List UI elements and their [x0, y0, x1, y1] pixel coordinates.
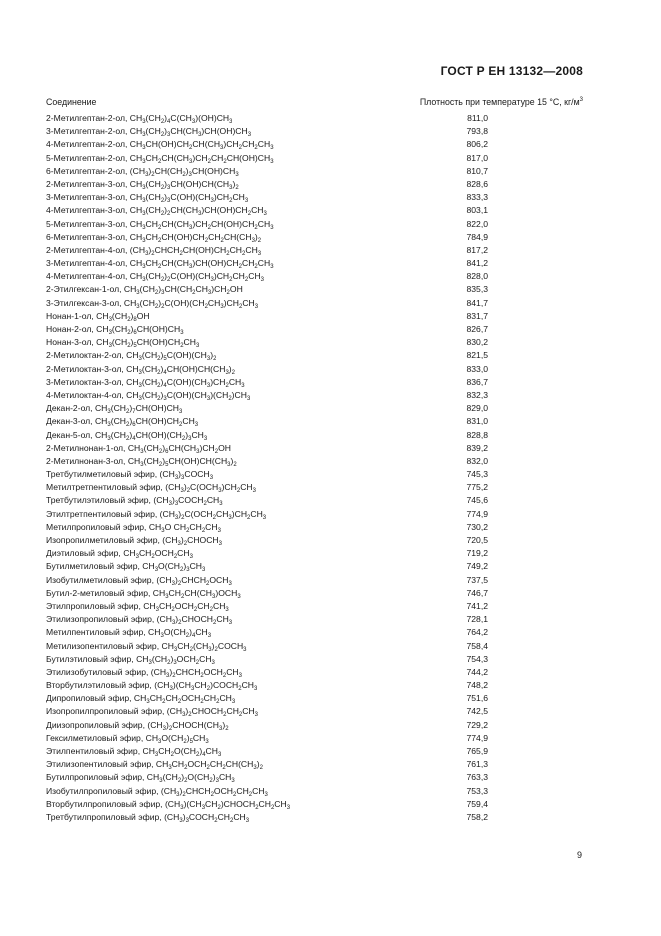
- compound-formula: $CH_3(CH_2)_7CH(OH)CH_3$: [94, 403, 183, 415]
- compound-formula: $CH_3O$ $CH_2CH_2CH_3$: [148, 521, 221, 533]
- column-header-compound: Соединение: [46, 97, 97, 107]
- compound-name: 2-Метилоктан-2-ол,: [46, 350, 127, 361]
- table-row: [46, 403, 488, 416]
- compound-cell: [46, 456, 237, 467]
- density-value: 774,9: [466, 732, 488, 743]
- table-row: [46, 746, 488, 759]
- compound-cell: [46, 258, 274, 269]
- compound-cell: [46, 271, 264, 282]
- table-row: [46, 733, 488, 746]
- compound-name: Этилизопентиловый эфир,: [46, 759, 156, 770]
- density-value: 829,0: [466, 403, 488, 414]
- density-value: 839,2: [466, 442, 488, 453]
- compound-cell: [46, 403, 182, 414]
- compound-formula: $CH_3(CH_2)_2O(CH_2)_3CH_3$: [146, 772, 235, 784]
- table-row: [46, 469, 488, 482]
- table-row: [46, 443, 488, 456]
- density-value: 803,1: [466, 205, 488, 216]
- compound-name: 4-Метилгептан-4-ол,: [46, 271, 130, 282]
- compound-cell: [46, 654, 215, 665]
- density-value: 759,4: [466, 798, 488, 809]
- compound-cell: [46, 495, 223, 506]
- compound-formula: $CH_3(CH_2)_8OH$: [96, 310, 150, 322]
- table-row: [46, 284, 488, 297]
- density-value: 748,2: [466, 680, 488, 691]
- table-row: [46, 258, 488, 271]
- compound-formula: $CH_3(CH_2)_3C(OH)(CH_3)(CH_2)CH_3$: [126, 389, 251, 401]
- compound-formula: $CH_3(CH_2)_5CH(OH)CH_2CH_3$: [96, 337, 200, 349]
- table-row: [46, 153, 488, 166]
- compound-formula: $CH_3(CH_2)_4CH(OH)CH(CH_3)_2$: [126, 363, 236, 375]
- compound-cell: [46, 627, 211, 638]
- density-value: 761,3: [466, 759, 488, 770]
- table-row: [46, 548, 488, 561]
- table-row: [46, 232, 488, 245]
- density-value: 833,0: [466, 363, 488, 374]
- density-value: 754,3: [466, 653, 488, 664]
- compound-cell: [46, 482, 256, 493]
- density-value: 737,5: [466, 574, 488, 585]
- compound-name: Декан-5-ол,: [46, 429, 95, 440]
- compound-cell: [46, 733, 209, 744]
- compound-formula: $(CH_3)_2CHCH_2CH(OH)CH_2CH_2CH_3$: [129, 244, 262, 256]
- compound-formula: $CH_3O(CH_2)_4CH_3$: [148, 627, 212, 639]
- compound-formula: $CH_3CH(OH)CH_2CH(CH_3)CH_2CH_2CH_3$: [129, 139, 274, 151]
- compound-cell: [46, 561, 205, 572]
- compound-formula: $CH_3CH_2CH(CH_3)CH(OH)CH_2CH_2CH_3$: [129, 258, 274, 270]
- compound-cell: [46, 509, 266, 520]
- compound-cell: [46, 153, 274, 164]
- table-row: [46, 812, 488, 825]
- table-row: [46, 720, 488, 733]
- compound-name: Метилпентиловый эфир,: [46, 627, 149, 638]
- compound-name: Бутилэтиловый эфир,: [46, 653, 137, 664]
- table-row: [46, 654, 488, 667]
- density-value: 836,7: [466, 376, 488, 387]
- table-row: [46, 667, 488, 680]
- table-row: [46, 614, 488, 627]
- table-row: [46, 786, 488, 799]
- density-value: 746,7: [466, 587, 488, 598]
- table-row: [46, 324, 488, 337]
- compound-cell: [46, 799, 290, 810]
- table-row: [46, 772, 488, 785]
- compound-cell: [46, 772, 235, 783]
- table-row: [46, 377, 488, 390]
- compound-formula: $CH_3O(CH_2)_3CH_3$: [142, 561, 206, 573]
- compound-name: Бутил-2-метиловый эфир,: [46, 587, 153, 598]
- compound-formula: $CH_3CH_2CH(CH_3)CH_2CH(OH)CH_2CH_3$: [129, 218, 274, 230]
- compound-formula: $CH_3CH_2OCH_2CH_2CH_3$: [143, 600, 229, 612]
- density-value: 741,2: [466, 600, 488, 611]
- table-row: [46, 799, 488, 812]
- compound-cell: [46, 324, 184, 335]
- compound-name: 5-Метилгептан-2-ол,: [46, 152, 130, 163]
- table-row: [46, 509, 488, 522]
- density-value: 833,3: [466, 192, 488, 203]
- compound-cell: [46, 443, 231, 454]
- compound-formula: $CH_3(CH_2)_2C(OH)(CH_2CH_3)CH_2CH_3$: [123, 297, 259, 309]
- compound-name: Диэтиловый эфир,: [46, 548, 124, 559]
- compound-cell: [46, 575, 232, 586]
- compound-formula: $(CH_3)_3COCH_3$: [159, 469, 214, 481]
- compound-formula: $CH_3(CH_2)_6CH(OH)CH_3$: [96, 324, 184, 335]
- compound-name: Декан-2-ол,: [46, 403, 95, 414]
- density-value: 841,2: [466, 258, 488, 269]
- compound-formula: $(CH_3)_3COCH_2CH_2CH_3$: [164, 811, 250, 823]
- compound-formula: $CH_3CH_2OCH_2CH_3$: [123, 548, 193, 560]
- compound-formula: $CH_3(CH_2)_3CH(CH_3)CH(OH)CH_3$: [129, 126, 252, 138]
- compound-name: Бутилпропиловый эфир,: [46, 772, 147, 783]
- compound-formula: $CH_3(CH_2)_2CH(CH_3)CH(OH)CH_2CH_3$: [129, 205, 267, 217]
- compound-formula: $(CH_3)_2CHOCH_2CH_2CH_3$: [166, 706, 259, 718]
- table-row: [46, 271, 488, 284]
- density-value: 832,0: [466, 455, 488, 466]
- compound-cell: [46, 641, 247, 652]
- table-row: [46, 126, 488, 139]
- density-value: 730,2: [466, 521, 488, 532]
- table-row: [46, 364, 488, 377]
- density-value: 765,9: [466, 746, 488, 756]
- density-value: 742,5: [466, 706, 488, 717]
- density-value: 775,2: [466, 482, 488, 493]
- compound-name: 2-Метилгептан-3-ол,: [46, 178, 130, 189]
- density-value: 751,6: [466, 693, 488, 704]
- table-row: [46, 113, 488, 126]
- table-row: [46, 693, 488, 706]
- compound-cell: [46, 232, 261, 243]
- compound-name: Изопропилметиловый эфир,: [46, 535, 163, 545]
- compound-formula: $CH_3(CH_2)_3CH(OH)CH(CH_3)_2$: [129, 178, 239, 190]
- table-row: [46, 350, 488, 363]
- density-value: 811,0: [467, 113, 488, 123]
- compound-name: 3-Метилгептан-2-ол,: [46, 126, 130, 137]
- compound-cell: [46, 126, 251, 137]
- table-row: [46, 575, 488, 588]
- table-row: [46, 245, 488, 258]
- density-value: 764,2: [466, 627, 488, 638]
- density-unit-exponent: 3: [579, 97, 583, 104]
- table-row: [46, 430, 488, 443]
- density-value: 841,7: [466, 297, 488, 308]
- density-value: 728,1: [466, 614, 488, 625]
- compound-cell: [46, 205, 267, 216]
- compound-formula: $CH_3(CH_2)_4CH(OH)(CH_2)_3CH_3$: [94, 429, 208, 441]
- compound-formula: $(CH_3)_2CHCH_2OCH_2CH_3$: [150, 666, 242, 678]
- compound-cell: [46, 548, 193, 559]
- compound-name: Диизопропиловый эфир,: [46, 719, 148, 730]
- compound-name: 2-Метилгептан-4-ол,: [46, 244, 130, 255]
- compound-name: 2-Метилнонан-3-ол,: [46, 455, 128, 466]
- density-value: 719,2: [466, 548, 488, 559]
- table-row: [46, 588, 488, 601]
- compound-cell: [46, 139, 274, 150]
- density-value: 793,8: [466, 126, 488, 137]
- table-row: [46, 706, 488, 719]
- compound-cell: [46, 245, 261, 256]
- compound-name: Третбутилэтиловый эфир,: [46, 495, 154, 506]
- compound-formula: $(CH_3)_2CHOCH(CH_3)_2$: [147, 719, 229, 731]
- compound-name: Третбутилпропиловый эфир,: [46, 811, 165, 822]
- compound-formula: $(CH_3)_2C(OCH_3)CH_2CH_3$: [165, 482, 256, 494]
- compound-name: 2-Метилнонан-1-ол,: [46, 442, 128, 453]
- table-row: [46, 166, 488, 179]
- compound-name: Этилпентиловый эфир,: [46, 746, 143, 756]
- compound-name: Вторбутилпропиловый эфир,: [46, 798, 165, 809]
- compound-name: 2-Этилгексан-1-ол,: [46, 284, 124, 295]
- compound-name: Метилизопентиловый эфир,: [46, 640, 162, 651]
- density-value: 763,3: [466, 772, 488, 783]
- compound-cell: [46, 812, 249, 823]
- table-row: [46, 522, 488, 535]
- compound-cell: [46, 469, 213, 480]
- density-value: 758,2: [466, 811, 488, 822]
- table-row: [46, 139, 488, 152]
- table-row: [46, 219, 488, 232]
- compound-cell: [46, 535, 222, 546]
- compound-formula: $(CH_3)_2CH(CH_2)_3CH(OH)CH_3$: [129, 165, 239, 177]
- compound-name: Этилизопропиловый эфир,: [46, 614, 157, 625]
- compound-name: 2-Метилгептан-2-ол,: [46, 113, 130, 123]
- compound-formula: $CH_3CH_2O(CH_2)_4CH_3$: [142, 746, 222, 757]
- compound-cell: [46, 522, 221, 533]
- compound-formula: $CH_3CH_2(CH_3)_2COCH_3$: [161, 640, 247, 652]
- compound-name: Метилтретпентиловый эфир,: [46, 482, 166, 493]
- density-value: 830,2: [466, 337, 488, 348]
- compound-name: Гексилметиловый эфир,: [46, 732, 146, 743]
- compound-formula: $CH_3CH_2OCH_2CH_2CH(CH_3)_2$: [155, 759, 263, 771]
- table-row: [46, 601, 488, 614]
- compound-cell: [46, 601, 229, 612]
- compound-cell: [46, 416, 198, 427]
- compound-cell: [46, 390, 250, 401]
- compound-name: Изобутилпропиловый эфир,: [46, 785, 161, 796]
- compound-cell: [46, 377, 245, 388]
- compound-formula: $CH_3O(CH_2)_5CH_3$: [145, 732, 209, 744]
- compound-cell: [46, 364, 235, 375]
- compound-name: 3-Метилгептан-4-ол,: [46, 258, 130, 269]
- compound-formula: $(CH_3)_2CHOCH_3$: [162, 535, 222, 546]
- compound-cell: [46, 588, 241, 599]
- table-row: [46, 561, 488, 574]
- compound-formula: $CH_3(CH_2)_3CH(CH_2CH_3)CH_2OH$: [123, 284, 243, 296]
- compound-name: Этилпропиловый эфир,: [46, 600, 144, 611]
- compound-name: Нонан-3-ол,: [46, 337, 97, 348]
- compound-formula: $CH_3(CH_2)_5CH(OH)CH(CH_3)_2$: [127, 455, 237, 467]
- compound-name: Нонан-2-ол,: [46, 324, 97, 334]
- compound-name: 3-Метилоктан-3-ол,: [46, 376, 127, 387]
- compound-cell: [46, 680, 257, 691]
- compound-cell: [46, 759, 263, 770]
- density-value: 821,5: [466, 350, 488, 361]
- density-value: 832,3: [466, 389, 488, 400]
- compound-cell: [46, 746, 221, 757]
- compound-cell: [46, 786, 268, 797]
- compound-cell: [46, 311, 150, 322]
- compound-cell: [46, 706, 258, 717]
- compound-cell: [46, 614, 232, 625]
- density-value: 774,9: [466, 508, 488, 519]
- compound-name: Этилтретпентиловый эфир,: [46, 508, 160, 519]
- compound-cell: [46, 113, 232, 124]
- compound-formula: $(CH_3)(CH_3CH_2)COCH_2CH_3$: [154, 680, 258, 692]
- compound-cell: [46, 219, 274, 230]
- compound-formula: $CH_3(CH_2)_6CH(CH_3)CH_2OH$: [127, 442, 231, 454]
- table-row: [46, 337, 488, 350]
- compound-name: 6-Метилгептан-2-ол,: [46, 165, 130, 176]
- table-row: [46, 205, 488, 218]
- density-value: 745,3: [466, 469, 488, 480]
- table-row: [46, 627, 488, 640]
- table-row: [46, 535, 488, 548]
- compound-formula: $(CH_3)_2C(OCH_2CH_3)CH_2CH_3$: [159, 508, 267, 520]
- density-value: 753,3: [466, 785, 488, 796]
- standard-header: ГОСТ Р ЕН 13132—2008: [440, 64, 583, 78]
- compound-formula: $CH_3(CH_2)_6CH(OH)CH_2CH_3$: [94, 416, 199, 428]
- density-value: 784,9: [466, 231, 488, 242]
- compound-cell: [46, 166, 239, 177]
- density-value: 831,0: [466, 416, 488, 427]
- density-value: 835,3: [466, 284, 488, 295]
- compound-name: Третбутилметиловый эфир,: [46, 469, 160, 480]
- density-value: 745,6: [466, 495, 488, 506]
- compound-formula: $CH_3(CH_2)_5C(OH)(CH_3)_2$: [126, 350, 217, 362]
- page-number: 9: [576, 850, 582, 860]
- compound-cell: [46, 350, 216, 361]
- table-row: [46, 680, 488, 693]
- table-row: [46, 179, 488, 192]
- compound-name: 3-Метилгептан-3-ол,: [46, 192, 130, 203]
- table-row: [46, 192, 488, 205]
- compound-formula: $CH_3CH_2CH(CH_3)CH_2CH_2CH(OH)CH_3$: [129, 152, 274, 164]
- density-value: 828,6: [466, 178, 488, 189]
- table-row: [46, 298, 488, 311]
- compound-formula: $(CH_3)_3COCH_2CH_3$: [153, 495, 223, 507]
- compound-name: 3-Этилгексан-3-ол,: [46, 297, 124, 308]
- density-value: 758,4: [466, 640, 488, 651]
- compound-cell: [46, 192, 248, 203]
- density-value: 826,7: [466, 324, 488, 334]
- compound-name: Метилпропиловый эфир,: [46, 521, 149, 532]
- compound-name: Этилизобутиловый эфир,: [46, 666, 151, 677]
- table-row: [46, 495, 488, 508]
- density-header-text: Плотность при температуре 15 °С, кг/м: [419, 97, 580, 107]
- compound-cell: [46, 179, 239, 190]
- density-value: 810,7: [466, 165, 488, 176]
- compound-name: 4-Метилгептан-2-ол,: [46, 139, 130, 150]
- density-value: 822,0: [466, 218, 488, 229]
- compound-cell: [46, 693, 235, 704]
- compound-name: Изобутилметиловый эфир,: [46, 574, 157, 585]
- density-table: [46, 113, 488, 825]
- density-value: 720,5: [466, 535, 488, 545]
- compound-cell: [46, 337, 199, 348]
- compound-cell: [46, 720, 229, 731]
- density-value: 828,0: [466, 271, 488, 282]
- compound-formula: $CH_3(CH_2)_3C(OH)(CH_3)CH_2CH_3$: [129, 192, 249, 204]
- compound-name: 5-Метилгептан-3-ол,: [46, 218, 130, 229]
- compound-name: Дипропиловый эфир,: [46, 693, 134, 704]
- compound-formula: $(CH_3)_2CHCH_2OCH_3$: [156, 574, 232, 586]
- compound-formula: $CH_3CH_2CH(CH_3)OCH_3$: [152, 587, 241, 599]
- density-value: 831,7: [466, 310, 488, 321]
- density-value: 817,0: [466, 152, 488, 163]
- compound-formula: $CH_3(CH_2)_4C(OH)(CH_3)CH_2CH_3$: [126, 376, 245, 388]
- compound-cell: [46, 298, 258, 309]
- compound-name: Декан-3-ол,: [46, 416, 95, 427]
- compound-name: Изопропилпропиловый эфир,: [46, 706, 167, 717]
- table-column-headers: [46, 97, 583, 107]
- table-row: [46, 482, 488, 495]
- density-value: 744,2: [466, 666, 488, 677]
- density-value: 817,2: [466, 244, 488, 255]
- density-value: 828,8: [466, 429, 488, 440]
- compound-name: 4-Метилоктан-4-ол,: [46, 389, 127, 400]
- density-value: 729,2: [466, 719, 488, 730]
- compound-name: Вторбутилэтиловый эфир,: [46, 680, 155, 691]
- compound-name: 4-Метилгептан-3-ол,: [46, 205, 130, 216]
- table-row: [46, 456, 488, 469]
- compound-cell: [46, 284, 243, 295]
- table-row: [46, 416, 488, 429]
- density-value: 749,2: [466, 561, 488, 572]
- compound-cell: [46, 667, 242, 678]
- table-row: [46, 311, 488, 324]
- table-row: [46, 390, 488, 403]
- density-value: 806,2: [466, 139, 488, 150]
- compound-name: Нонан-1-ол,: [46, 310, 97, 321]
- compound-name: 2-Метилоктан-3-ол,: [46, 363, 127, 374]
- compound-formula: $CH_3CH_2CH(OH)CH_2CH_2CH(CH_3)_2$: [129, 231, 262, 243]
- table-row: [46, 759, 488, 772]
- compound-formula: $CH_3CH_2CH_2OCH_2CH_2CH_3$: [133, 693, 236, 705]
- compound-formula: $CH_3(CH_2)_2C(OH)(CH_3)CH_2CH_2CH_3$: [129, 271, 264, 283]
- compound-name: 6-Метилгептан-3-ол,: [46, 231, 130, 242]
- column-header-density: [420, 97, 583, 107]
- compound-formula: $CH_3(CH_2)_4C(CH_3)(OH)CH_3$: [129, 113, 233, 124]
- compound-name: Бутилметиловый эфир,: [46, 561, 143, 572]
- compound-formula: $(CH_3)(CH_3CH_2)CHOCH_2CH_2CH_3$: [164, 798, 291, 810]
- compound-formula: $(CH_3)_2CHOCH_2CH_3$: [156, 614, 233, 626]
- compound-cell: [46, 430, 207, 441]
- table-row: [46, 641, 488, 654]
- compound-formula: $CH_3(CH_2)_3OCH_2CH_3$: [136, 653, 215, 665]
- compound-formula: $(CH_3)_2CHCH_2OCH_2CH_2CH_3$: [160, 785, 268, 797]
